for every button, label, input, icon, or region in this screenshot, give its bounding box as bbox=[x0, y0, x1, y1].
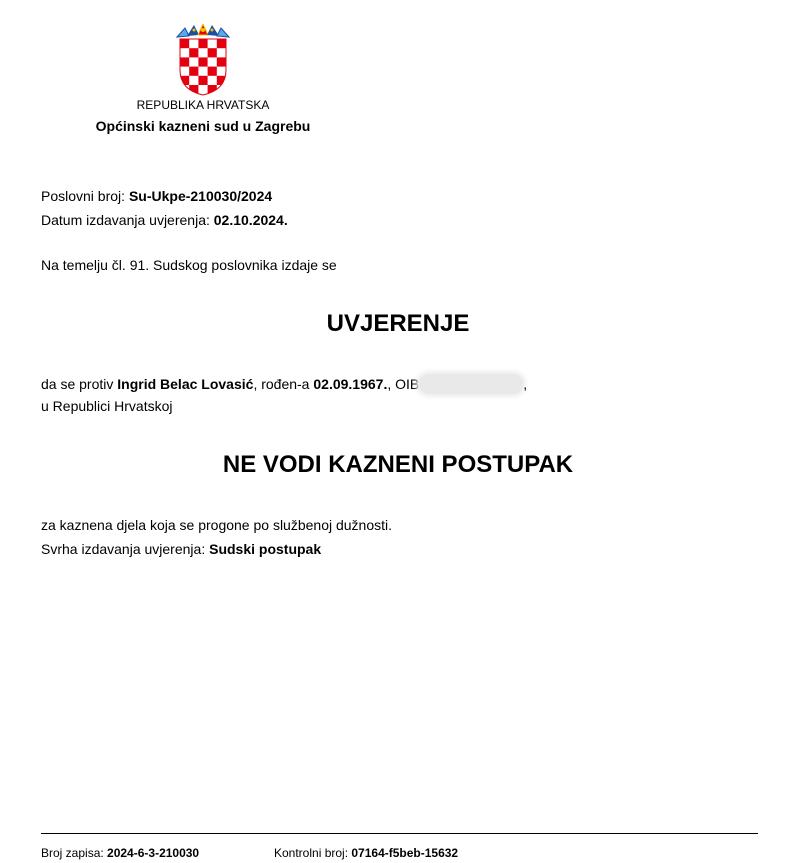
purpose-line bbox=[41, 541, 321, 558]
republic-name: REPUBLIKA HRVATSKA bbox=[136, 98, 270, 112]
issue-date-label: Datum izdavanja uvjerenja: bbox=[41, 212, 214, 228]
purpose-label: Svrha izdavanja uvjerenja: bbox=[41, 541, 210, 557]
control-value: 07164-f5beb-15632 bbox=[351, 846, 459, 860]
redacted-oib bbox=[419, 374, 523, 394]
record-label: Broj zapisa: bbox=[41, 846, 108, 860]
purpose-value: Sudski postupak bbox=[209, 541, 322, 557]
issue-date-value: 02.10.2024. bbox=[213, 212, 288, 228]
case-number-line bbox=[41, 188, 272, 205]
coat-of-arms-icon bbox=[176, 24, 230, 96]
closing-line-1: za kaznena djela koja se progone po službenoj dužnosti. bbox=[41, 517, 393, 533]
subject-suffix: , bbox=[523, 376, 528, 392]
record-value: 2024-6-3-210030 bbox=[107, 846, 200, 860]
record-number bbox=[41, 846, 199, 860]
court-name: Općinski kazneni sud u Zagrebu bbox=[95, 118, 311, 134]
oib-label: , OIB bbox=[387, 376, 420, 392]
subject-birth-date: 02.09.1967. bbox=[313, 376, 388, 392]
case-number-value: Su-Ukpe-210030/2024 bbox=[128, 188, 273, 204]
subject-line-2: u Republici Hrvatskoj bbox=[41, 398, 173, 414]
subject-mid: , rođen-a bbox=[253, 376, 314, 392]
control-label: Kontrolni broj: bbox=[274, 846, 352, 860]
subject-line bbox=[41, 374, 527, 394]
legal-basis-text: Na temelju čl. 91. Sudskog poslovnika izdaje se bbox=[41, 257, 337, 273]
verdict-heading: NE VODI KAZNENI POSTUPAK bbox=[222, 451, 574, 478]
document-title: UVJERENJE bbox=[326, 310, 470, 337]
control-number bbox=[274, 846, 458, 860]
issue-date-line bbox=[41, 212, 288, 229]
subject-prefix: da se protiv bbox=[41, 376, 118, 392]
subject-name: Ingrid Belac Lovasić bbox=[117, 376, 254, 392]
footer-divider bbox=[41, 833, 758, 834]
case-number-label: Poslovni broj: bbox=[41, 188, 129, 204]
